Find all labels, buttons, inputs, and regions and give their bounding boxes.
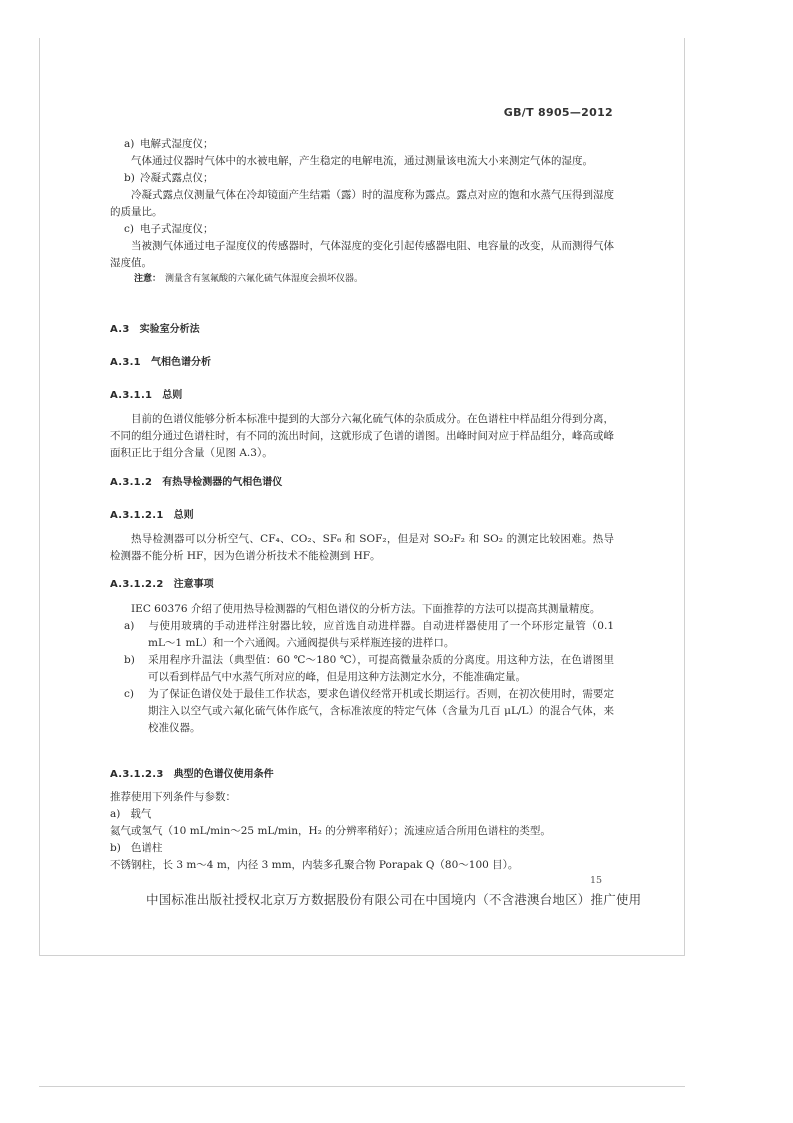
paragraph-a311: 目前的色谱仪能够分析本标准中提到的大部分六氟化硫气体的杂质成分。在色谱柱中样品组分得到分离，不同的组分通过色谱柱时，有不同的流出时间，这就形成了色谱的谱图。出峰时间对应于样品组分，峰高或峰面积正比于组分含量（见图 A.3）。 [110,413,614,459]
list-item: a) 与使用玻璃的手动进样注射器比较，应首选自动进样器。自动进样器使用了一个环形定量管（0.1 mL～1 mL）和一个六通阀。六通阀提供与采样瓶连接的进样口。 [124,620,614,649]
section-heading-a31: A.3.1 气相色谱分析 [110,357,211,368]
section-heading-a3122: A.3.1.2.2 注意事项 [110,579,214,590]
list-item: b) 冷凝式露点仪； [124,172,214,184]
page-edge-right [684,38,685,956]
conditions-block [110,789,614,874]
section-heading-a3121: A.3.1.2.1 总则 [110,510,194,521]
list-item: a) 载气 [110,808,152,820]
caution-note: 注意： 测量含有氢氟酸的六氟化硫气体湿度会损坏仪器。 [134,274,364,284]
list-item: c) 电子式湿度仪； [124,223,214,235]
page-edge-bottom [39,955,685,956]
humidity-instruments-block [110,136,614,287]
paragraph: IEC 60376 介绍了使用热导检测器的气相色谱仪的分析方法。下面推荐的方法可以提高其测量精度。 [131,603,601,615]
list-item: a) 电解式湿度仪； [124,138,214,150]
list-item: c) 为了保证色谱仪处于最佳工作状态，要求色谱仪经常开机或长期运行。否则，在初次使用时，需要定期注入以空气或六氟化硫气体作底气，含标准浓度的特定气体（含量为几百 μL/L）的混合气体，来校准仪器。 [124,688,614,734]
license-footer: 中国标准出版社授权北京万方数据股份有限公司在中国境内（不含港澳台地区）推广使用 [146,892,642,907]
item-title: 电解式湿度仪； [140,138,214,150]
section-heading-a3123: A.3.1.2.3 典型的色谱仪使用条件 [110,769,274,780]
viewer-divider [39,1086,685,1087]
item-title: 冷凝式露点仪； [140,172,214,184]
item-title: 电子式湿度仪； [140,223,214,235]
paragraph: 气体通过仪器时气体中的水被电解，产生稳定的电解电流，通过测量该电流大小来测定气体的湿度。 [131,155,593,167]
list-item: b) 色谱柱 [110,842,163,854]
section-heading-a3: A.3 实验室分析法 [110,324,200,335]
paragraph: 不锈钢柱，长 3 m～4 m，内径 3 mm，内装多孔聚合物 Porapak Q（80～100 目）。 [110,859,519,871]
section-heading-a312: A.3.1.2 有热导检测器的气相色谱仪 [110,477,283,488]
paragraph-a3121: 热导检测器可以分析空气、CF₄、CO₂、SF₆ 和 SOF₂，但是对 SO₂F₂ 和 SO₂ 的测定比较困难。热导检测器不能分析 HF，因为色谱分析技术不能检测到 HF。 [110,533,614,562]
item-title: 载气 [130,808,152,820]
item-title: 色谱柱 [130,842,163,854]
standard-number-header: GB/T 8905—2012 [503,106,613,119]
paragraph: 冷凝式露点仪测量气体在冷却镜面产生结霜（露）时的温度称为露点。露点对应的饱和水蒸气压得到湿度的质量比。 [110,189,614,218]
page-edge-left [39,38,40,956]
page-number: 15 [590,875,603,886]
list-item: b) 采用程序升温法（典型值：60 ℃～180 ℃），可提高微量杂质的分离度。用这种方法，在色谱图里可以看到样品气中水蒸气所对应的峰，但是用这种方法测定水分，不能准确定量。 [124,654,614,683]
precautions-block [110,601,614,737]
paragraph: 当被测气体通过电子湿度仪的传感器时，气体湿度的变化引起传感器电阻、电容量的改变，从而测得气体湿度值。 [110,240,614,269]
section-heading-a311: A.3.1.1 总则 [110,390,183,401]
paragraph: 氦气或氢气（10 mL/min～25 mL/min，H₂ 的分辨率稍好）；流速应适合所用色谱柱的类型。 [110,825,551,837]
paragraph: 推荐使用下列条件与参数： [110,791,236,803]
